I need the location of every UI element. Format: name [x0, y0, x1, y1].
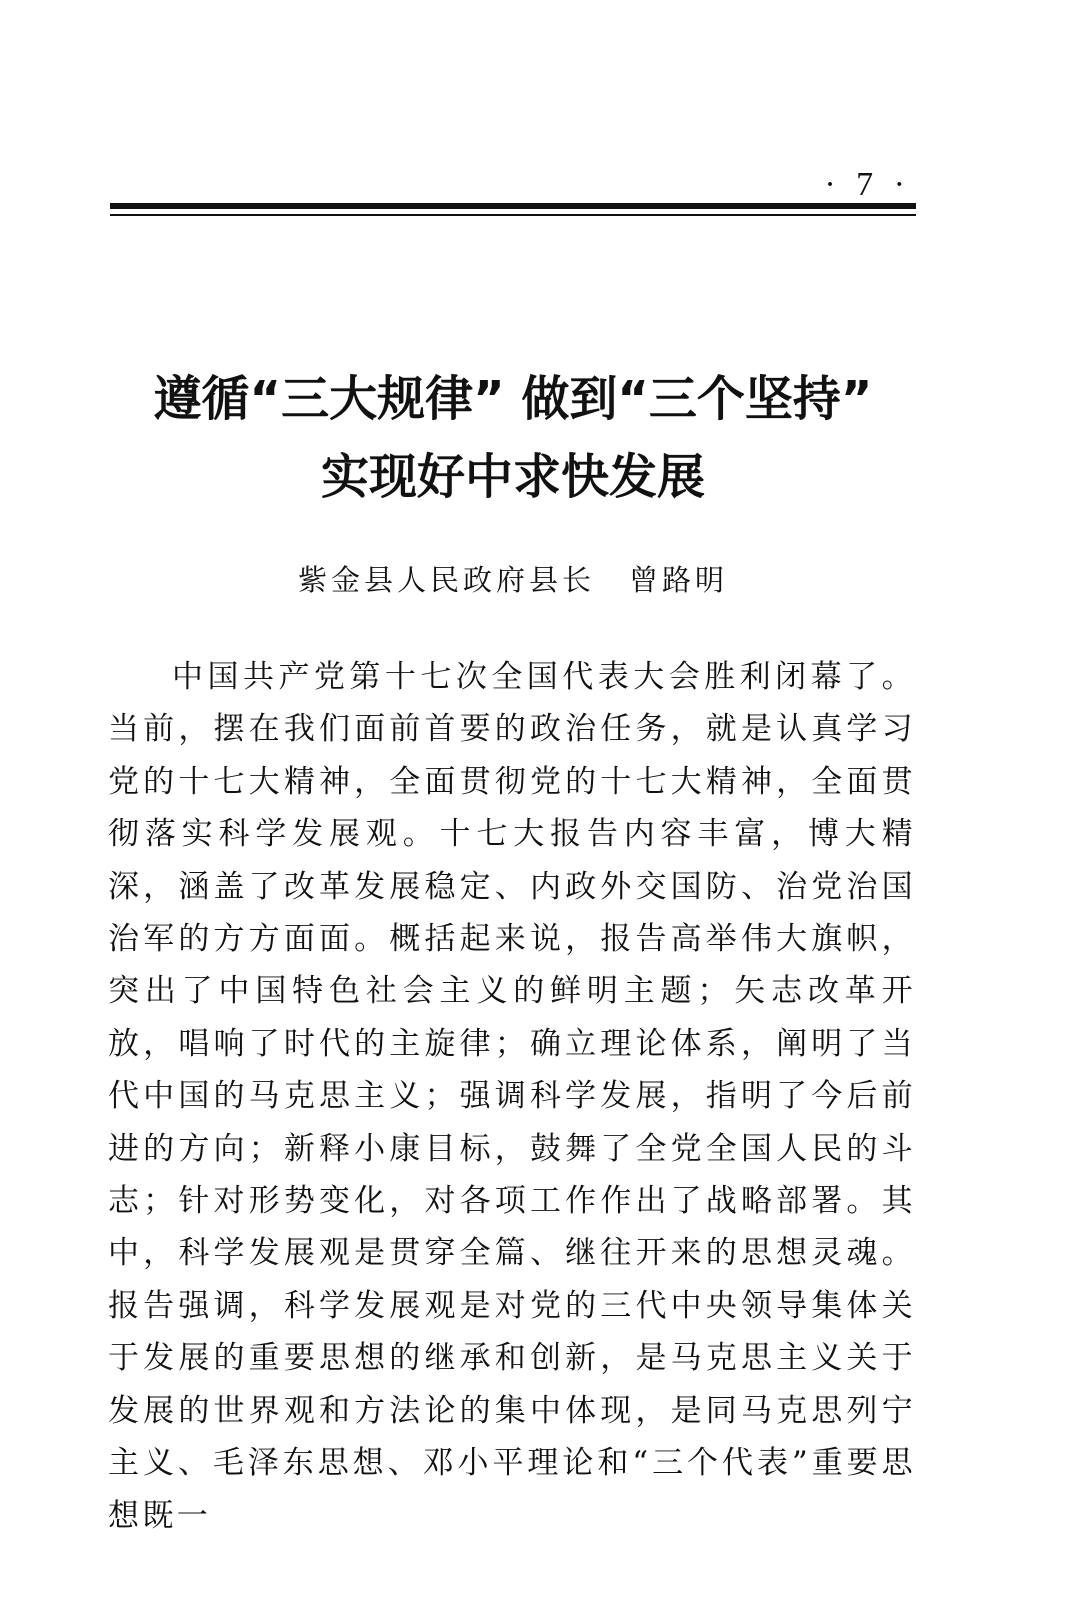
header-rule-thick: [110, 203, 916, 209]
byline: [110, 558, 916, 599]
body-paragraph: 中国共产党第十七次全国代表大会胜利闭幕了。当前，摆在我们面前首要的政治任务，就是认真学习党的十七大精神，全面贯彻党的十七大精神，全面贯彻落实科学发展观。十七大报告内容丰富，博大精深，涵盖了改革发展稳定、内政外交国防、治党治国治军的方方面面。概括起来说，报告高举伟大旗帜，突出了中国特色社会主义的鲜明主题；矢志改革开放，唱响了时代的主旋律；确立理论体系，阐明了当代中国的马克思主义；强调科学发展，指明了今后前进的方向；新释小康目标，鼓舞了全党全国人民的斗志；针对形势变化，对各项工作作出了战略部署。其中，科学发展观是贯穿全篇、继往开来的思想灵魂。报告强调，科学发展观是对党的三代中央领导集体关于发展的重要思想的继承和创新，是马克思主义关于发展的世界观和方法论的集中体现，是同马克思列宁主义、毛泽东思想、邓小平理论和“三个代表”重要思想既一: [108, 659, 916, 1534]
article-title: [110, 360, 916, 516]
author-name: 曾路明: [629, 563, 729, 597]
author-position: 紫金县人民政府县长: [297, 563, 595, 597]
title-line-1: 遵循“三大规律” 做到“三个坚持”: [153, 371, 873, 427]
page-number: · 7 ·: [824, 166, 911, 203]
header-rule-thin: [110, 214, 916, 216]
title-line-2: 实现好中求快发展: [320, 449, 705, 505]
